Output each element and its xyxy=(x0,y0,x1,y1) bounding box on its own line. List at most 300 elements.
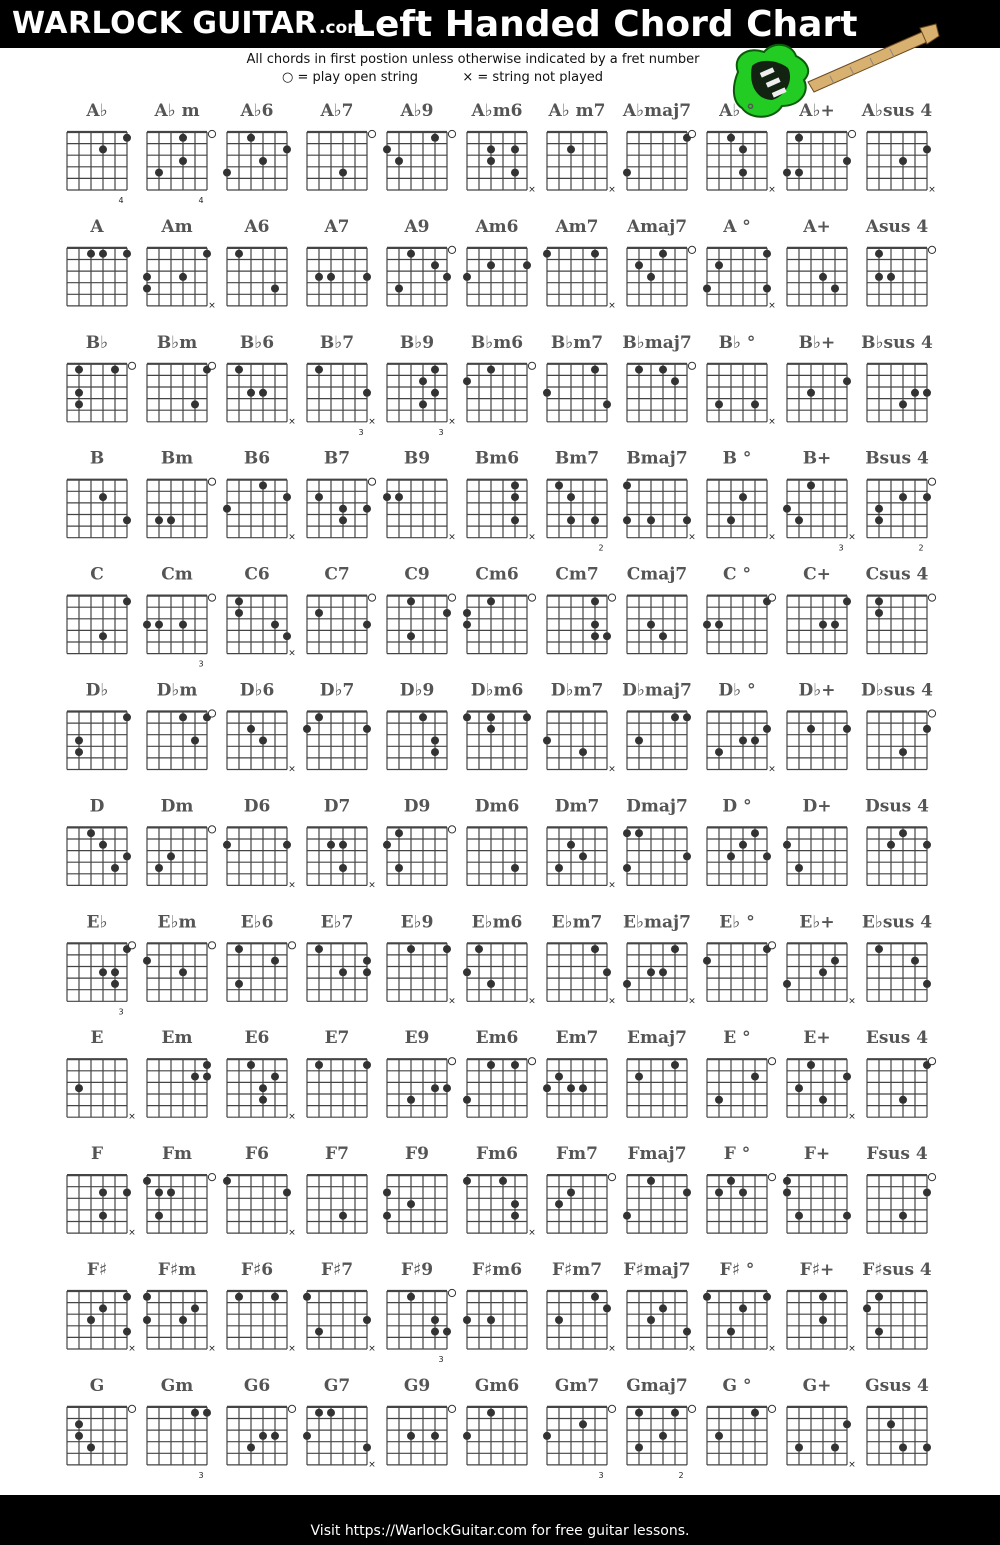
chord-name: Dsus 4 xyxy=(865,796,929,817)
fretboard-grid xyxy=(787,248,847,306)
finger-dot xyxy=(179,621,187,629)
chord-name: Asus 4 xyxy=(865,216,929,237)
finger-dot xyxy=(511,169,519,177)
finger-dot xyxy=(143,1177,151,1185)
chord-diagram xyxy=(147,796,216,885)
fretboard-grid xyxy=(467,132,527,190)
finger-dot xyxy=(683,516,691,524)
chord-diagram xyxy=(143,217,216,311)
open-string-icon xyxy=(128,1405,135,1412)
open-string-icon xyxy=(608,594,615,601)
finger-dot xyxy=(567,145,575,153)
open-string-icon xyxy=(528,594,535,601)
chord-diagram xyxy=(307,912,371,1001)
chord-name: Fmaj7 xyxy=(627,1144,687,1165)
finger-dot xyxy=(143,957,151,965)
finger-dot xyxy=(819,1316,827,1324)
finger-dot xyxy=(363,968,371,976)
open-string-icon xyxy=(208,130,215,137)
finger-dot xyxy=(831,621,839,629)
chord-name: A+ xyxy=(803,216,831,237)
muted-string-icon: × xyxy=(688,996,696,1007)
fretboard-grid xyxy=(627,1175,687,1233)
fretboard-grid xyxy=(707,1291,767,1349)
finger-dot xyxy=(235,597,243,605)
finger-dot xyxy=(875,1293,883,1301)
finger-dot xyxy=(603,632,611,640)
chord-name: Bm xyxy=(160,448,194,469)
chord-name: Fm6 xyxy=(476,1144,518,1165)
chord-name: G7 xyxy=(323,1375,351,1396)
chord-name: C9 xyxy=(404,564,430,585)
fretboard-grid xyxy=(387,827,447,885)
finger-dot xyxy=(795,1212,803,1220)
muted-string-icon: × xyxy=(528,996,536,1007)
finger-dot xyxy=(363,273,371,281)
finger-dot xyxy=(875,597,883,605)
chord-diagram xyxy=(463,1376,527,1465)
fretboard-grid xyxy=(627,1407,687,1465)
muted-string-icon: × xyxy=(288,1112,296,1123)
finger-dot xyxy=(843,1073,851,1081)
finger-dot xyxy=(443,1328,451,1336)
fretboard-grid xyxy=(307,1407,367,1465)
finger-dot xyxy=(579,852,587,860)
finger-dot xyxy=(923,145,931,153)
finger-dot xyxy=(463,273,471,281)
chord-name: Cm xyxy=(161,564,193,585)
chord-diagram xyxy=(387,333,456,427)
chord-diagram xyxy=(783,796,847,885)
chord-name: D+ xyxy=(802,796,832,817)
finger-dot xyxy=(543,250,551,258)
chord-diagram xyxy=(783,1144,851,1233)
open-string-icon xyxy=(448,246,455,253)
chord-diagram xyxy=(783,912,856,1006)
muted-string-icon: × xyxy=(608,996,616,1007)
chord-name: A xyxy=(90,216,104,237)
finger-dot xyxy=(315,1061,323,1069)
finger-dot xyxy=(487,713,495,721)
finger-dot xyxy=(543,389,551,397)
finger-dot xyxy=(487,725,495,733)
chord-name: D♭7 xyxy=(319,680,355,701)
chord-diagram xyxy=(223,796,296,890)
fret-number-label: 3 xyxy=(438,427,444,437)
muted-string-icon: × xyxy=(768,532,776,543)
finger-dot xyxy=(383,493,391,501)
finger-dot xyxy=(259,1096,267,1104)
finger-dot xyxy=(395,829,403,837)
finger-dot xyxy=(635,1444,643,1452)
chord-diagram xyxy=(383,796,456,885)
finger-dot xyxy=(899,493,907,501)
fretboard-grid xyxy=(467,480,527,538)
muted-string-icon: × xyxy=(288,880,296,891)
finger-dot xyxy=(715,621,723,629)
finger-dot xyxy=(443,1084,451,1092)
chord-diagram xyxy=(861,681,936,770)
finger-dot xyxy=(783,841,791,849)
finger-dot xyxy=(431,748,439,756)
finger-dot xyxy=(339,968,347,976)
finger-dot xyxy=(407,1096,415,1104)
chord-name: C7 xyxy=(324,564,350,585)
chord-diagram xyxy=(227,333,296,427)
muted-string-icon: × xyxy=(848,1112,856,1123)
chord-diagram xyxy=(307,1028,371,1117)
chord-name: Bsus 4 xyxy=(865,448,929,469)
open-string-icon xyxy=(128,942,135,949)
open-string-icon xyxy=(608,1405,615,1412)
finger-dot xyxy=(671,377,679,385)
finger-dot xyxy=(763,852,771,860)
finger-dot xyxy=(899,829,907,837)
finger-dot xyxy=(363,1444,371,1452)
fretboard-grid xyxy=(67,480,127,538)
finger-dot xyxy=(727,1177,735,1185)
finger-dot xyxy=(111,980,119,988)
finger-dot xyxy=(819,1096,827,1104)
finger-dot xyxy=(179,134,187,142)
chord-name: B♭+ xyxy=(798,332,836,353)
finger-dot xyxy=(795,1444,803,1452)
fretboard-grid xyxy=(147,248,207,306)
finger-dot xyxy=(635,1073,643,1081)
chord-diagram xyxy=(387,1376,456,1465)
chord-name: G9 xyxy=(403,1375,431,1396)
fretboard-grid xyxy=(467,943,527,1001)
fretboard-grid xyxy=(707,248,767,306)
finger-dot xyxy=(283,145,291,153)
finger-dot xyxy=(567,1189,575,1197)
finger-dot xyxy=(487,145,495,153)
fretboard-grid xyxy=(867,712,927,770)
chord-name: F♯sus 4 xyxy=(862,1260,932,1280)
finger-dot xyxy=(523,261,531,269)
fretboard-grid xyxy=(547,827,607,885)
finger-dot xyxy=(191,1409,199,1417)
chord-name: A♭sus 4 xyxy=(861,101,933,121)
finger-dot xyxy=(751,1409,759,1417)
finger-dot xyxy=(283,841,291,849)
finger-dot xyxy=(659,968,667,976)
fretboard-grid xyxy=(627,596,687,654)
finger-dot xyxy=(87,1444,95,1452)
fretboard-grid xyxy=(867,1175,927,1233)
open-string-icon xyxy=(768,594,775,601)
open-string-icon: ○ xyxy=(282,70,294,85)
finger-dot xyxy=(271,1432,279,1440)
finger-dot xyxy=(75,389,83,397)
finger-dot xyxy=(75,737,83,745)
open-string-icon xyxy=(688,246,695,253)
finger-dot xyxy=(363,1316,371,1324)
finger-dot xyxy=(123,597,131,605)
finger-dot xyxy=(123,1189,131,1197)
finger-dot xyxy=(807,725,815,733)
chord-diagram xyxy=(707,681,776,775)
finger-dot xyxy=(739,169,747,177)
finger-dot xyxy=(511,482,519,490)
finger-dot xyxy=(603,1304,611,1312)
fretboard-grid xyxy=(67,1291,127,1349)
finger-dot xyxy=(623,482,631,490)
finger-dot xyxy=(819,968,827,976)
finger-dot xyxy=(923,1444,931,1452)
finger-dot xyxy=(923,1189,931,1197)
chord-name: Gm7 xyxy=(554,1375,600,1396)
finger-dot xyxy=(443,609,451,617)
finger-dot xyxy=(647,621,655,629)
chord-name: Dm7 xyxy=(554,796,600,817)
finger-dot xyxy=(623,1212,631,1220)
finger-dot xyxy=(795,169,803,177)
finger-dot xyxy=(339,505,347,513)
chord-diagram xyxy=(67,449,131,538)
finger-dot xyxy=(315,366,323,374)
finger-dot xyxy=(843,377,851,385)
finger-dot xyxy=(875,516,883,524)
finger-dot xyxy=(463,1177,471,1185)
finger-dot xyxy=(635,261,643,269)
fretboard-grid xyxy=(867,1407,927,1465)
finger-dot xyxy=(247,1061,255,1069)
finger-dot xyxy=(463,1432,471,1440)
finger-dot xyxy=(579,1084,587,1092)
finger-dot xyxy=(659,632,667,640)
finger-dot xyxy=(75,400,83,408)
finger-dot xyxy=(511,145,519,153)
finger-dot xyxy=(167,852,175,860)
open-string-icon xyxy=(448,1289,455,1296)
fretboard-grid xyxy=(627,1059,687,1117)
chord-name: B♭6 xyxy=(239,332,275,353)
finger-dot xyxy=(511,516,519,524)
finger-dot xyxy=(339,1212,347,1220)
muted-string-icon: × xyxy=(848,1344,856,1354)
chord-diagram xyxy=(623,1260,695,1354)
finger-dot xyxy=(99,841,107,849)
fretboard-grid xyxy=(227,132,287,190)
fret-number-label: 2 xyxy=(918,543,924,553)
finger-dot xyxy=(419,377,427,385)
muted-string-icon: × xyxy=(448,532,456,543)
chord-diagram xyxy=(623,1144,691,1233)
finger-dot xyxy=(235,366,243,374)
chord-diagram xyxy=(703,217,776,311)
chord-name: E6 xyxy=(244,1028,270,1049)
chord-diagram xyxy=(865,1376,931,1465)
finger-dot xyxy=(383,841,391,849)
chord-name: E♭+ xyxy=(799,912,835,933)
finger-dot xyxy=(123,250,131,258)
chord-name: G+ xyxy=(802,1375,832,1396)
muted-string-icon: × xyxy=(288,764,296,775)
fretboard-grid xyxy=(307,1175,367,1233)
open-string-icon xyxy=(208,594,215,601)
chord-diagram xyxy=(307,449,376,538)
chord-name: B6 xyxy=(243,448,271,469)
finger-dot xyxy=(875,1328,883,1336)
finger-dot xyxy=(99,968,107,976)
chord-diagram xyxy=(623,449,696,543)
chord-name: E7 xyxy=(324,1028,350,1049)
chord-diagram xyxy=(787,333,851,422)
finger-dot xyxy=(155,1189,163,1197)
muted-string-icon: × xyxy=(928,185,936,195)
finger-dot xyxy=(155,864,163,872)
chord-name: A♭m6 xyxy=(471,101,523,121)
chord-diagram xyxy=(623,796,691,885)
chord-diagram xyxy=(543,1376,616,1465)
finger-dot xyxy=(99,145,107,153)
finger-dot xyxy=(123,852,131,860)
chord-name: D♭9 xyxy=(399,680,435,701)
finger-dot xyxy=(431,737,439,745)
finger-dot xyxy=(167,516,175,524)
finger-dot xyxy=(191,737,199,745)
chord-name: E♭9 xyxy=(400,912,434,933)
fretboard-grid xyxy=(307,596,367,654)
fretboard-grid xyxy=(307,132,367,190)
chord-diagram xyxy=(227,1376,296,1465)
finger-dot xyxy=(87,829,95,837)
finger-dot xyxy=(843,1212,851,1220)
finger-dot xyxy=(259,389,267,397)
chord-diagram xyxy=(303,1260,376,1354)
chord-name: E9 xyxy=(404,1028,430,1049)
finger-dot xyxy=(191,1073,199,1081)
chord-name: E ° xyxy=(723,1028,751,1049)
chord-name: B+ xyxy=(802,448,832,469)
finger-dot xyxy=(555,482,563,490)
fretboard-grid xyxy=(227,1175,287,1233)
finger-dot xyxy=(555,1316,563,1324)
finger-dot xyxy=(419,400,427,408)
footer-bar xyxy=(0,1495,1000,1545)
finger-dot xyxy=(875,505,883,513)
finger-dot xyxy=(671,1061,679,1069)
muted-string-icon: × xyxy=(768,416,776,427)
finger-dot xyxy=(647,273,655,281)
finger-dot xyxy=(75,1420,83,1428)
chord-name: Dmaj7 xyxy=(626,796,688,817)
finger-dot xyxy=(923,841,931,849)
chord-name: B♭m6 xyxy=(470,332,524,353)
fretboard-grid xyxy=(547,248,607,306)
footer-text[interactable]: Visit https://WarlockGuitar.com for free guitar lessons. xyxy=(310,1523,690,1539)
finger-dot xyxy=(463,1316,471,1324)
open-string-icon xyxy=(128,362,135,369)
fretboard-grid xyxy=(467,248,527,306)
chord-name: A♭9 xyxy=(400,101,434,121)
chord-name: F♯m xyxy=(157,1260,197,1280)
fretboard-grid xyxy=(227,480,287,538)
finger-dot xyxy=(271,621,279,629)
fretboard-grid xyxy=(787,1407,847,1465)
finger-dot xyxy=(795,864,803,872)
finger-dot xyxy=(259,1432,267,1440)
finger-dot xyxy=(395,493,403,501)
chord-name: B♭maj7 xyxy=(622,332,692,353)
chord-diagram xyxy=(67,333,136,422)
finger-dot xyxy=(843,725,851,733)
page-title: Left Handed Chord Chart xyxy=(352,4,858,45)
chord-diagram xyxy=(622,681,692,770)
finger-dot xyxy=(259,482,267,490)
fretboard-grid xyxy=(867,827,927,885)
finger-dot xyxy=(395,157,403,165)
finger-dot xyxy=(123,516,131,524)
finger-dot xyxy=(431,366,439,374)
chord-diagram xyxy=(865,796,931,885)
chord-diagram xyxy=(543,681,616,775)
chord-diagram xyxy=(622,333,695,422)
open-string-icon xyxy=(448,826,455,833)
fretboard-grid xyxy=(867,943,927,1001)
chord-diagram xyxy=(147,1376,211,1465)
fretboard-grid xyxy=(67,132,127,190)
open-string-legend: = play open string xyxy=(297,70,419,85)
chord-diagram xyxy=(866,565,936,654)
finger-dot xyxy=(443,945,451,953)
finger-dot xyxy=(87,1316,95,1324)
finger-dot xyxy=(683,1189,691,1197)
chord-diagram xyxy=(307,333,376,427)
open-string-icon xyxy=(928,246,935,253)
fretboard-grid xyxy=(227,248,287,306)
finger-dot xyxy=(339,841,347,849)
chord-name: F+ xyxy=(803,1144,831,1165)
finger-dot xyxy=(763,250,771,258)
finger-dot xyxy=(487,1061,495,1069)
finger-dot xyxy=(603,968,611,976)
muted-string-icon: × xyxy=(608,880,616,891)
chord-name: D♭m xyxy=(156,680,198,701)
finger-dot xyxy=(911,957,919,965)
chord-name: D9 xyxy=(403,796,431,817)
finger-dot xyxy=(339,169,347,177)
muted-string-icon: × xyxy=(688,1344,696,1354)
finger-dot xyxy=(383,145,391,153)
chord-diagram xyxy=(307,101,376,190)
finger-dot xyxy=(111,366,119,374)
finger-dot xyxy=(635,366,643,374)
fretboard-grid xyxy=(467,1059,527,1117)
chord-diagram xyxy=(467,796,527,885)
finger-dot xyxy=(487,366,495,374)
chord-diagram xyxy=(307,796,376,890)
chord-name: B♭ xyxy=(85,332,109,353)
finger-dot xyxy=(923,389,931,397)
chord-name: Bm7 xyxy=(554,448,600,469)
finger-dot xyxy=(739,1304,747,1312)
chord-diagram xyxy=(707,1028,776,1117)
open-string-icon xyxy=(368,478,375,485)
finger-dot xyxy=(75,1084,83,1092)
finger-dot xyxy=(603,400,611,408)
logo-word-warlock: WARLOCK xyxy=(12,6,183,41)
chord-name: F♯maj7 xyxy=(623,1260,691,1280)
finger-dot xyxy=(567,493,575,501)
chord-diagram xyxy=(707,101,776,195)
fretboard-grid xyxy=(147,480,207,538)
finger-dot xyxy=(327,273,335,281)
finger-dot xyxy=(623,516,631,524)
chord-diagram xyxy=(67,912,136,1001)
chord-name: A7 xyxy=(324,216,350,237)
